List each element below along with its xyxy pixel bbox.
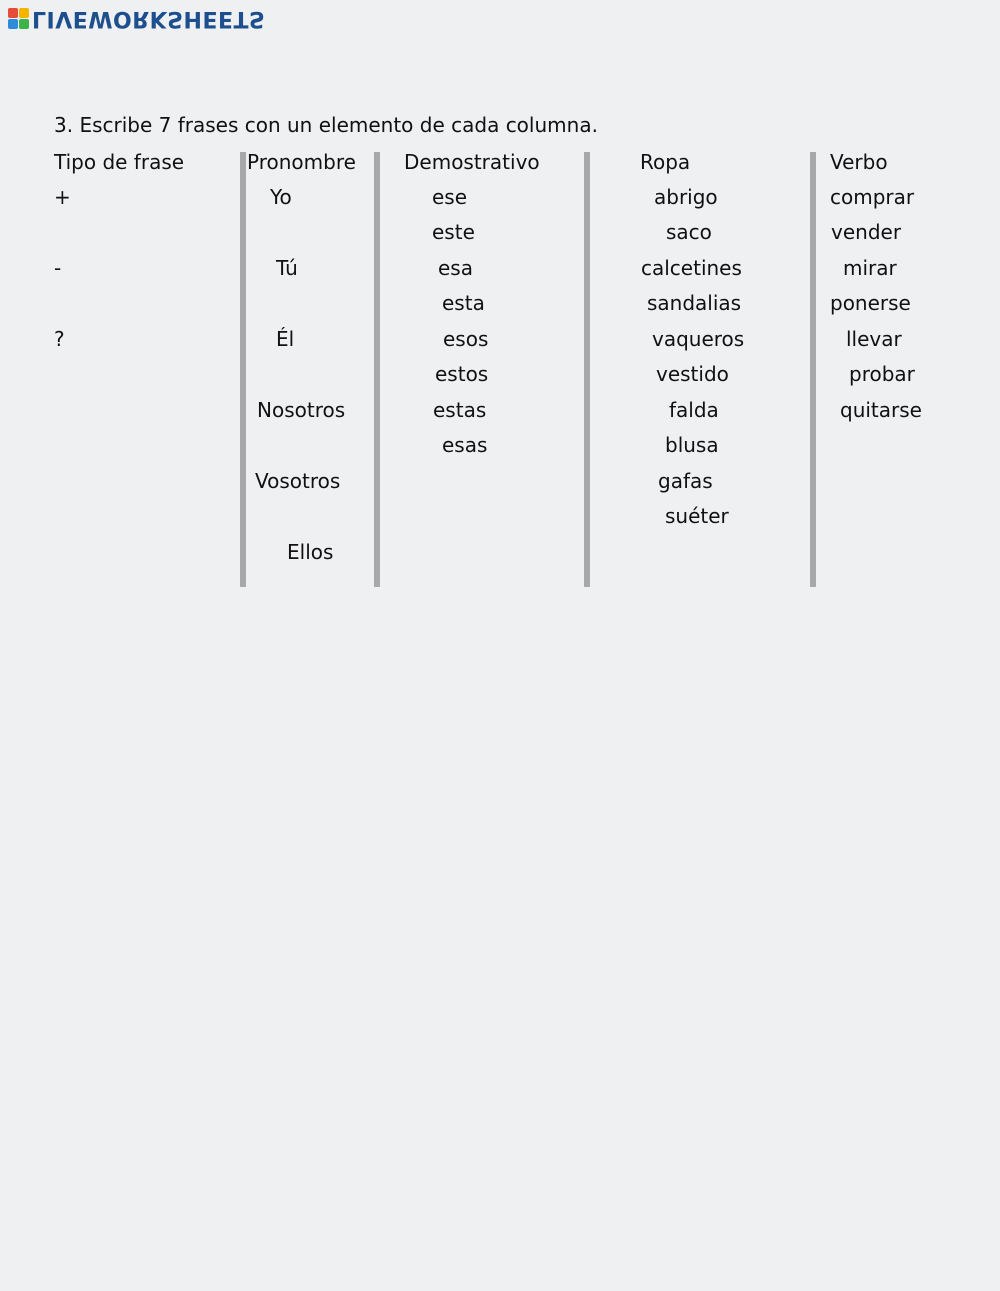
verbo-item: probar [849,362,915,386]
liveworksheets-logo [8,6,265,30]
header-pronombre: Pronombre [247,150,356,174]
ropa-item: blusa [665,433,719,457]
demostrativo-item: esas [442,433,488,457]
pronombre-item: Ellos [287,540,334,564]
logo-block-green [19,19,29,29]
verbo-item: comprar [830,185,915,209]
logo-block-red [8,8,18,18]
verbo-item: ponerse [830,291,911,315]
verbo-item: quitarse [840,398,922,422]
ropa-item: sandalias [647,291,742,315]
pronombre-item: Tú [276,256,298,280]
ropa-item: vaqueros [652,327,745,351]
tipo-item-negative: - [54,256,62,280]
instruction-text: 3. Escribe 7 frases con un elemento de cada columna. [54,113,598,137]
verbo-item: mirar [843,256,897,280]
ropa-item: saco [666,220,712,244]
ropa-item: abrigo [654,185,718,209]
verbo-item: vender [831,220,902,244]
tipo-item-question: ? [54,327,65,351]
logo-blocks-icon [8,8,29,29]
demostrativo-item: esa [438,256,473,280]
column-divider [810,152,816,587]
column-divider [240,152,246,587]
tipo-item-positive: + [54,185,71,209]
header-ropa: Ropa [640,150,691,174]
demostrativo-item: este [432,220,475,244]
column-divider [374,152,380,587]
ropa-item: vestido [656,362,729,386]
ropa-item: calcetines [641,256,742,280]
pronombre-item: Nosotros [257,398,346,422]
column-divider [584,152,590,587]
header-verbo: Verbo [830,150,888,174]
demostrativo-item: ese [432,185,468,209]
ropa-item: falda [669,398,719,422]
demostrativo-item: esta [442,291,485,315]
ropa-item: gafas [658,469,713,493]
pronombre-item: Vosotros [255,469,341,493]
demostrativo-item: estas [433,398,487,422]
ropa-item: suéter [665,504,729,528]
logo-text: LIVEWORKSHEETS [32,6,266,31]
verbo-item: llevar [846,327,902,351]
logo-block-yellow [19,8,29,18]
header-demostrativo: Demostrativo [404,150,540,174]
demostrativo-item: estos [435,362,489,386]
logo-block-blue [8,19,18,29]
pronombre-item: Yo [270,185,292,209]
pronombre-item: Él [276,327,295,351]
demostrativo-item: esos [443,327,489,351]
header-tipo-de-frase: Tipo de frase [54,150,185,174]
